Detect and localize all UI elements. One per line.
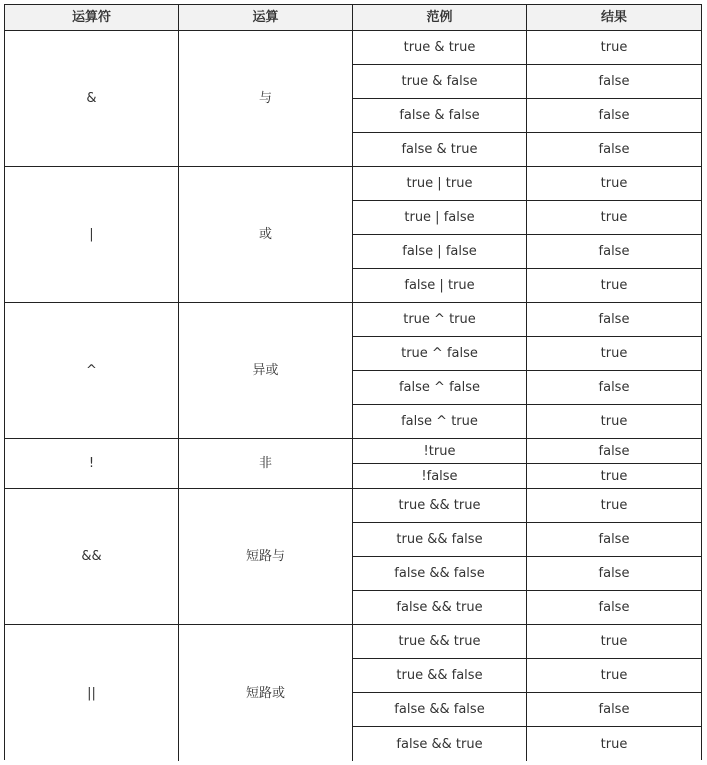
header-operation: 运算 xyxy=(179,5,353,31)
result-cell: false xyxy=(527,693,701,727)
example-cell: false ^ false xyxy=(353,371,527,405)
result-cell: true xyxy=(527,489,701,523)
operation-cell-short-and: 短路与 xyxy=(179,489,353,625)
result-cell: true xyxy=(527,167,701,201)
example-cell: true ^ true xyxy=(353,303,527,337)
operator-cell-or: | xyxy=(5,167,179,303)
result-cell: true xyxy=(527,201,701,235)
result-cell: true xyxy=(527,337,701,371)
header-result: 结果 xyxy=(527,5,701,31)
result-cell: false xyxy=(527,371,701,405)
result-cell: false xyxy=(527,303,701,337)
example-cell: false && false xyxy=(353,557,527,591)
example-cell: true & false xyxy=(353,65,527,99)
operator-cell-xor: ^ xyxy=(5,303,179,439)
result-cell: true xyxy=(527,464,701,489)
operation-cell-not: 非 xyxy=(179,439,353,489)
example-cell: true && true xyxy=(353,489,527,523)
result-cell: true xyxy=(527,625,701,659)
example-cell: true & true xyxy=(353,31,527,65)
operator-cell-and: & xyxy=(5,31,179,167)
example-cell: false && true xyxy=(353,727,527,761)
example-cell: true && false xyxy=(353,659,527,693)
result-cell: false xyxy=(527,133,701,167)
example-cell: !true xyxy=(353,439,527,464)
example-cell: true && true xyxy=(353,625,527,659)
operator-cell-short-or: || xyxy=(5,625,179,761)
example-cell: true | true xyxy=(353,167,527,201)
header-example: 范例 xyxy=(353,5,527,31)
result-cell: false xyxy=(527,591,701,625)
example-cell: true | false xyxy=(353,201,527,235)
result-cell: true xyxy=(527,659,701,693)
result-cell: true xyxy=(527,31,701,65)
operation-cell-xor: 异或 xyxy=(179,303,353,439)
example-cell: false ^ true xyxy=(353,405,527,439)
example-cell: true && false xyxy=(353,523,527,557)
result-cell: false xyxy=(527,99,701,133)
example-cell: false & false xyxy=(353,99,527,133)
result-cell: true xyxy=(527,405,701,439)
operator-cell-not: ! xyxy=(5,439,179,489)
result-cell: false xyxy=(527,439,701,464)
logic-operators-table xyxy=(4,4,702,760)
example-cell: false | false xyxy=(353,235,527,269)
example-cell: false && false xyxy=(353,693,527,727)
example-cell: false && true xyxy=(353,591,527,625)
result-cell: false xyxy=(527,523,701,557)
header-operator: 运算符 xyxy=(5,5,179,31)
example-cell: false & true xyxy=(353,133,527,167)
operation-cell-short-or: 短路或 xyxy=(179,625,353,761)
operator-cell-short-and: && xyxy=(5,489,179,625)
example-cell: false | true xyxy=(353,269,527,303)
operation-cell-or: 或 xyxy=(179,167,353,303)
result-cell: false xyxy=(527,557,701,591)
result-cell: false xyxy=(527,65,701,99)
example-cell: true ^ false xyxy=(353,337,527,371)
result-cell: true xyxy=(527,269,701,303)
result-cell: true xyxy=(527,727,701,761)
operation-cell-and: 与 xyxy=(179,31,353,167)
result-cell: false xyxy=(527,235,701,269)
example-cell: !false xyxy=(353,464,527,489)
